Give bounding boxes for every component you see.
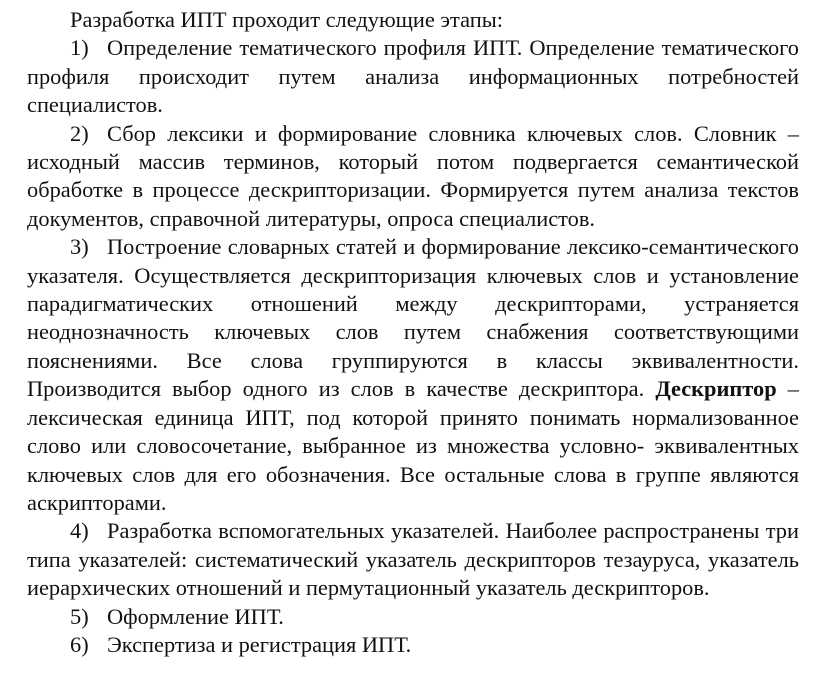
- list-item-text: Оформление ИПТ.: [107, 603, 284, 629]
- list-item-number: 5): [70, 603, 89, 629]
- list-item-5: [27, 603, 799, 631]
- list-item-text: Сбор лексики и формирование словника ключевых слов. Словник – исходный массив терминов, который потом подвергается семантической обработке в процессе дескрипторизации. Формируется путем анализа текстов документов, справочной литературы, опроса специалистов.: [27, 120, 799, 231]
- document-page: [27, 6, 799, 659]
- list-item-2: [27, 120, 799, 234]
- list-item-number: 6): [70, 631, 89, 657]
- list-item-number: 4): [70, 518, 89, 544]
- intro-paragraph: Разработка ИПТ проходит следующие этапы:: [70, 7, 503, 32]
- list-item-text: Определение тематического профиля ИПТ. Определение тематического профиля происходит путем анализа информационных потребностей специалистов.: [27, 35, 799, 118]
- list-item-1: [27, 34, 799, 119]
- list-item-number: 3): [70, 234, 89, 260]
- list-item-text-before: Построение словарных статей и формирование лексико-семантического указателя. Осуществляется дескрипторизация ключевых слов и установление парадигматических отношений между дескрипторами, устраняется неоднозначность ключевых слов путем снабжения соответствующими пояснениями. Все слова группируются в классы эквивалентности. Производится выбор одного из слов в качестве дескриптора.: [27, 234, 799, 402]
- list-item-text: Разработка вспомогательных указателей. Наиболее распространены три типа указателей: систематический указатель дескрипторов тезауруса, указатель иерархических отношений и пермутационный указатель дескрипторов.: [27, 518, 799, 601]
- list-item-number: 1): [70, 35, 89, 61]
- list-item-text-after: – лексическая единица ИПТ, под которой принято понимать нормализованное слово или словосочетание, выбранное из множества условно- эквивалентных ключевых слов для его обозначения. Все остальные слова в группе являются аскрипторами.: [27, 376, 799, 515]
- list-item-text: Экспертиза и регистрация ИПТ.: [107, 631, 412, 657]
- bold-term-descriptor: Дескриптор: [655, 376, 777, 402]
- list-item-3: [27, 233, 799, 517]
- list-item-4: [27, 517, 799, 602]
- list-item-number: 2): [70, 120, 89, 146]
- list-item-6: [27, 631, 799, 659]
